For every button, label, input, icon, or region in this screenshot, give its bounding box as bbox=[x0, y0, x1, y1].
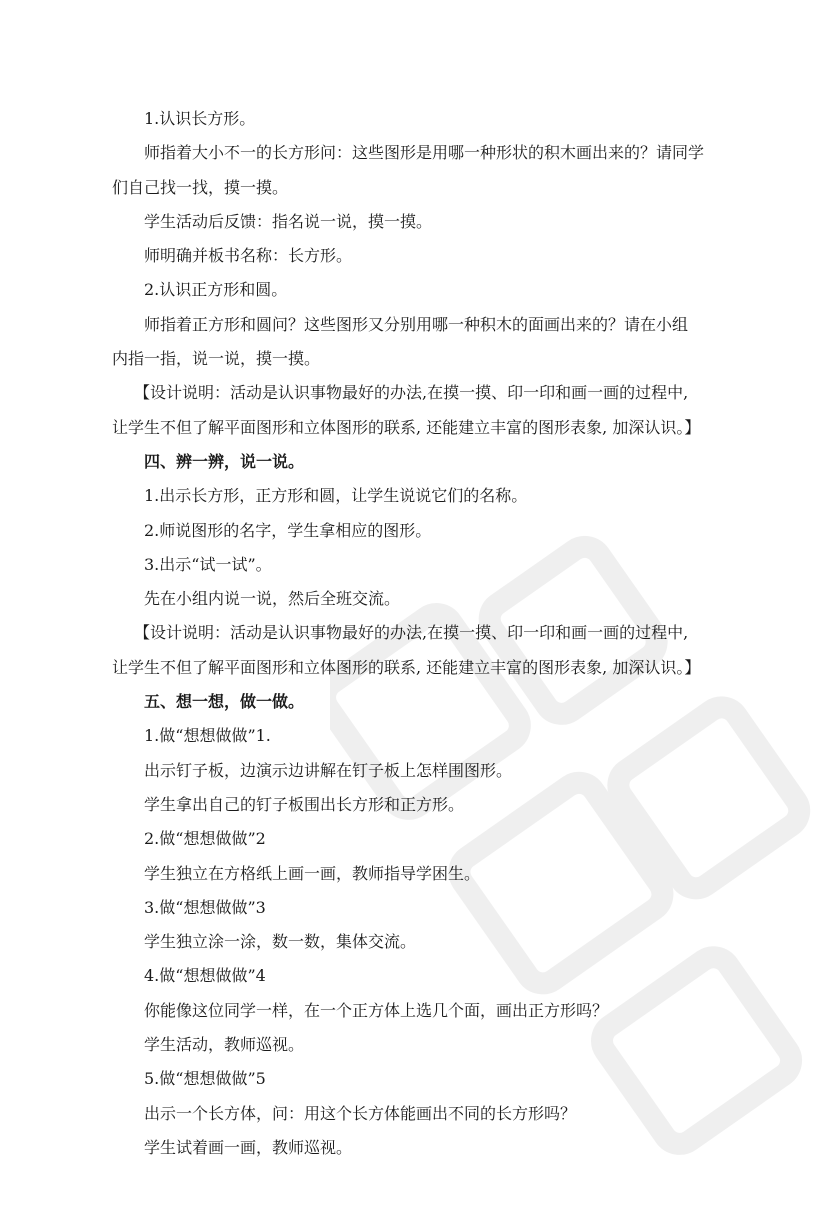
paragraph-line: 1.出示长方形，正方形和圆，让学生说说它们的名称。 bbox=[144, 486, 528, 506]
design-note-line: 【设计说明：活动是认识事物最好的办法,在摸一摸、印一印和画一画的过程中, bbox=[134, 623, 689, 643]
paragraph-line: 你能像这位同学一样，在一个正方体上选几个面，画出正方形吗？ bbox=[144, 1000, 609, 1020]
paragraph-line: 3.做“想想做做”3 bbox=[144, 897, 266, 917]
paragraph-line: 师指着大小不一的长方形问：这些图形是用哪一种形状的积木画出来的？请同学 bbox=[144, 143, 705, 163]
paragraph-line: 先在小组内说一说，然后全班交流。 bbox=[144, 589, 401, 609]
paragraph-line: 1.做“想想做做”1. bbox=[144, 726, 271, 746]
paragraph-line: 4.做“想想做做”4 bbox=[144, 966, 266, 986]
paragraph-line: 让学生不但了解平面图形和立体图形的联系, 还能建立丰富的图形表象, 加深认识。】 bbox=[112, 657, 701, 677]
paragraph-line: 师明确并板书名称：长方形。 bbox=[144, 246, 353, 266]
paragraph-line: 师指着正方形和圆问？这些图形又分别用哪一种积木的面画出来的？请在小组 bbox=[144, 314, 689, 334]
paragraph-line: 2.师说图形的名字，学生拿相应的图形。 bbox=[144, 520, 432, 540]
document-body bbox=[112, 102, 732, 1165]
paragraph-line: 们自己找一找，摸一摸。 bbox=[112, 177, 289, 197]
paragraph-line: 2.做“想想做做”2 bbox=[144, 829, 266, 849]
paragraph-line: 让学生不但了解平面图形和立体图形的联系, 还能建立丰富的图形表象, 加深认识。】 bbox=[112, 417, 701, 437]
paragraph-line: 出示钉子板，边演示边讲解在钉子板上怎样围图形。 bbox=[144, 760, 513, 780]
section-heading: 五、想一想，做一做。 bbox=[144, 692, 305, 712]
paragraph-line: 学生拿出自己的钉子板围出长方形和正方形。 bbox=[144, 794, 465, 814]
paragraph-line: 学生独立涂一涂，数一数，集体交流。 bbox=[144, 932, 417, 952]
section-heading: 四、辨一辨，说一说。 bbox=[144, 451, 305, 471]
paragraph-line: 3.出示“试一试”。 bbox=[144, 554, 272, 574]
paragraph-line: 学生活动后反馈：指名说一说，摸一摸。 bbox=[144, 211, 433, 231]
paragraph-line: 1.认识长方形。 bbox=[144, 109, 256, 128]
paragraph-line: 学生活动，教师巡视。 bbox=[144, 1035, 305, 1055]
paragraph-line: 学生试着画一画，教师巡视。 bbox=[144, 1137, 353, 1157]
paragraph-line: 内指一指，说一说，摸一摸。 bbox=[112, 349, 321, 369]
paragraph-line: 5.做“想想做做”5 bbox=[144, 1069, 266, 1089]
paragraph-line: 学生独立在方格纸上画一画，教师指导学困生。 bbox=[144, 863, 481, 883]
paragraph-line: 出示一个长方体，问：用这个长方体能画出不同的长方形吗？ bbox=[144, 1103, 577, 1123]
paragraph-line: 2.认识正方形和圆。 bbox=[144, 280, 288, 300]
design-note-line: 【设计说明：活动是认识事物最好的办法,在摸一摸、印一印和画一画的过程中, bbox=[134, 383, 689, 403]
